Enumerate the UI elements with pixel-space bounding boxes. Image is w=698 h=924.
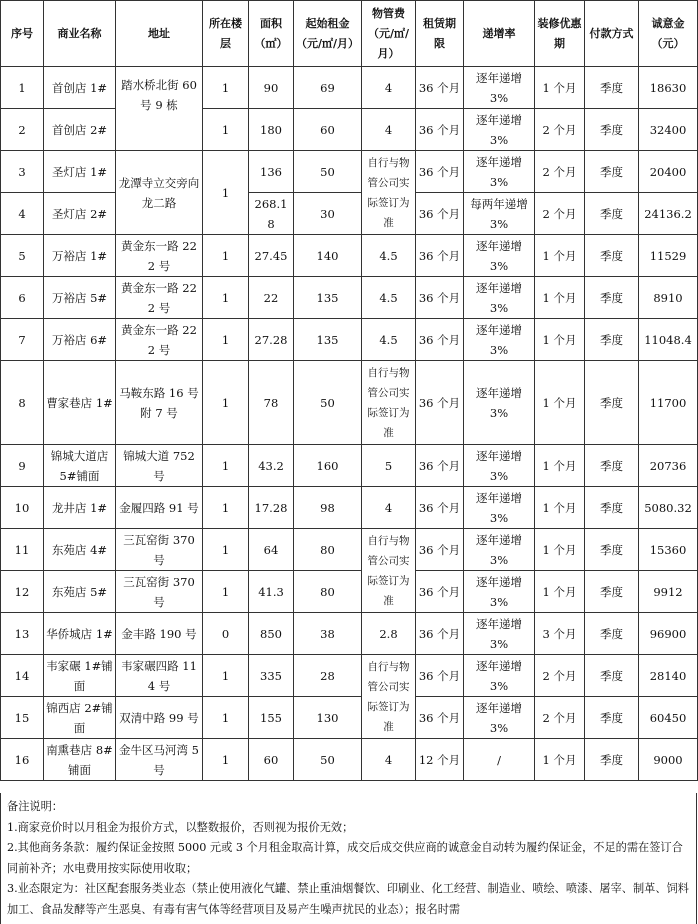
cell-no: 14 xyxy=(1,655,44,697)
cell-address: 黄金东一路 222 号 xyxy=(116,277,203,319)
cell-no: 8 xyxy=(1,361,44,445)
cell-deposit: 20400 xyxy=(639,151,698,193)
cell-floor: 1 xyxy=(203,67,249,109)
cell-term: 36 个月 xyxy=(416,613,464,655)
cell-no: 2 xyxy=(1,109,44,151)
cell-deco: 1 个月 xyxy=(535,739,585,781)
cell-increase: 逐年递增 3% xyxy=(464,487,535,529)
cell-fee: 5 xyxy=(362,445,416,487)
cell-payment: 季度 xyxy=(585,235,639,277)
cell-term: 36 个月 xyxy=(416,235,464,277)
cell-name: 首创店 2# xyxy=(44,109,116,151)
header-payment: 付款方式 xyxy=(585,1,639,67)
cell-floor: 1 xyxy=(203,319,249,361)
cell-fee: 2.8 xyxy=(362,613,416,655)
cell-deposit: 11700 xyxy=(639,361,698,445)
cell-payment: 季度 xyxy=(585,739,639,781)
cell-floor: 1 xyxy=(203,235,249,277)
cell-increase: 逐年递增 3% xyxy=(464,445,535,487)
table-row xyxy=(1,361,698,445)
cell-name: 东苑店 5# xyxy=(44,571,116,613)
cell-rent: 50 xyxy=(294,739,362,781)
cell-address: 金履四路 91 号 xyxy=(116,487,203,529)
cell-increase: 逐年递增 3% xyxy=(464,361,535,445)
cell-increase: 逐年递增 3% xyxy=(464,319,535,361)
cell-increase: 逐年递增 3% xyxy=(464,613,535,655)
header-no: 序号 xyxy=(1,1,44,67)
cell-address: 三瓦窑街 370 号 xyxy=(116,571,203,613)
cell-increase: / xyxy=(464,739,535,781)
header-rent: 起始租金（元/㎡/月） xyxy=(294,1,362,67)
cell-rent: 69 xyxy=(294,67,362,109)
cell-address: 黄金东一路 222 号 xyxy=(116,235,203,277)
cell-deco: 1 个月 xyxy=(535,67,585,109)
cell-deposit: 28140 xyxy=(639,655,698,697)
cell-no: 3 xyxy=(1,151,44,193)
cell-deco: 1 个月 xyxy=(535,487,585,529)
cell-name: 锦城大道店 5#铺面 xyxy=(44,445,116,487)
cell-no: 5 xyxy=(1,235,44,277)
cell-increase: 逐年递增 3% xyxy=(464,571,535,613)
cell-floor: 1 xyxy=(203,739,249,781)
cell-increase: 逐年递增 3% xyxy=(464,697,535,739)
cell-no: 11 xyxy=(1,529,44,571)
cell-fee: 自行与物管公司实际签订为准 xyxy=(362,529,416,613)
cell-no: 10 xyxy=(1,487,44,529)
table-row xyxy=(1,697,698,739)
cell-rent: 160 xyxy=(294,445,362,487)
cell-area: 335 xyxy=(249,655,294,697)
cell-rent: 80 xyxy=(294,571,362,613)
table-row xyxy=(1,277,698,319)
cell-deco: 2 个月 xyxy=(535,109,585,151)
cell-deposit: 24136.2 xyxy=(639,193,698,235)
header-name: 商业名称 xyxy=(44,1,116,67)
cell-deposit: 18630 xyxy=(639,67,698,109)
cell-area: 17.28 xyxy=(249,487,294,529)
note-item: 3.业态限定为：社区配套服务类业态（禁止使用液化气罐、禁止重油烟餐饮、印刷业、化工经营、制造业、喷绘、喷漆、屠宰、制革、饲料加工、食品发酵等产生恶臭、有毒有害气体等经营项目及易产生噪声扰民的业态）；报名时需 xyxy=(7,882,689,916)
cell-payment: 季度 xyxy=(585,487,639,529)
cell-payment: 季度 xyxy=(585,193,639,235)
cell-term: 36 个月 xyxy=(416,487,464,529)
cell-name: 曹家巷店 1# xyxy=(44,361,116,445)
cell-rent: 135 xyxy=(294,319,362,361)
cell-address: 双清中路 99 号 xyxy=(116,697,203,739)
cell-no: 15 xyxy=(1,697,44,739)
cell-increase: 逐年递增 3% xyxy=(464,655,535,697)
cell-increase: 逐年递增 3% xyxy=(464,277,535,319)
cell-increase: 逐年递增 3% xyxy=(464,109,535,151)
cell-term: 36 个月 xyxy=(416,529,464,571)
cell-area: 22 xyxy=(249,277,294,319)
cell-term: 36 个月 xyxy=(416,67,464,109)
cell-term: 36 个月 xyxy=(416,151,464,193)
table-row xyxy=(1,655,698,697)
cell-payment: 季度 xyxy=(585,697,639,739)
cell-area: 27.45 xyxy=(249,235,294,277)
cell-name: 南熏巷店 8#铺面 xyxy=(44,739,116,781)
cell-rent: 130 xyxy=(294,697,362,739)
cell-address: 三瓦窑街 370 号 xyxy=(116,529,203,571)
table-row xyxy=(1,613,698,655)
header-deco: 装修优惠期 xyxy=(535,1,585,67)
cell-payment: 季度 xyxy=(585,277,639,319)
cell-deco: 1 个月 xyxy=(535,277,585,319)
cell-floor: 1 xyxy=(203,445,249,487)
table-row xyxy=(1,529,698,571)
cell-deco: 1 个月 xyxy=(535,445,585,487)
cell-increase: 逐年递增 3% xyxy=(464,151,535,193)
cell-no: 4 xyxy=(1,193,44,235)
cell-area: 268.18 xyxy=(249,193,294,235)
cell-address: 锦城大道 752 号 xyxy=(116,445,203,487)
cell-deposit: 8910 xyxy=(639,277,698,319)
cell-rent: 140 xyxy=(294,235,362,277)
cell-increase: 逐年递增 3% xyxy=(464,235,535,277)
cell-floor: 1 xyxy=(203,109,249,151)
cell-no: 6 xyxy=(1,277,44,319)
cell-floor: 1 xyxy=(203,277,249,319)
cell-fee: 自行与物管公司实际签订为准 xyxy=(362,151,416,235)
cell-deco: 2 个月 xyxy=(535,193,585,235)
cell-address: 韦家碾四路 114 号 xyxy=(116,655,203,697)
cell-deposit: 5080.32 xyxy=(639,487,698,529)
cell-deposit: 96900 xyxy=(639,613,698,655)
cell-area: 41.3 xyxy=(249,571,294,613)
cell-deposit: 11048.4 xyxy=(639,319,698,361)
table-row xyxy=(1,109,698,151)
cell-deposit: 15360 xyxy=(639,529,698,571)
cell-payment: 季度 xyxy=(585,319,639,361)
cell-fee: 4.5 xyxy=(362,319,416,361)
cell-term: 36 个月 xyxy=(416,361,464,445)
table-row xyxy=(1,487,698,529)
header-floor: 所在楼层 xyxy=(203,1,249,67)
cell-term: 36 个月 xyxy=(416,655,464,697)
cell-fee: 自行与物管公司实际签订为准 xyxy=(362,655,416,739)
cell-address: 龙潭寺立交旁向龙二路 xyxy=(116,151,203,235)
cell-fee: 4 xyxy=(362,67,416,109)
cell-rent: 135 xyxy=(294,277,362,319)
cell-payment: 季度 xyxy=(585,67,639,109)
cell-name: 龙井店 1# xyxy=(44,487,116,529)
note-item: 1.商家竞价时以月租金为报价方式，以整数报价，否则视为报价无效； xyxy=(7,820,354,834)
cell-increase: 逐年递增 3% xyxy=(464,67,535,109)
cell-area: 64 xyxy=(249,529,294,571)
cell-deposit: 60450 xyxy=(639,697,698,739)
cell-name: 圣灯店 1# xyxy=(44,151,116,193)
cell-no: 16 xyxy=(1,739,44,781)
table-row xyxy=(1,739,698,781)
cell-area: 850 xyxy=(249,613,294,655)
cell-term: 36 个月 xyxy=(416,319,464,361)
cell-fee: 4 xyxy=(362,487,416,529)
cell-payment: 季度 xyxy=(585,109,639,151)
cell-fee: 自行与物管公司实际签订为准 xyxy=(362,361,416,445)
table-row xyxy=(1,151,698,193)
cell-area: 27.28 xyxy=(249,319,294,361)
table-row xyxy=(1,571,698,613)
note-item: 2.其他商务条款：履约保证金按照 5000 元或 3 个月租金取高计算，成交后成交供应商的诚意金自动转为履约保证金，不足的需在签订合同前补齐；水电费用按实际使用收取； xyxy=(7,841,683,875)
cell-term: 12 个月 xyxy=(416,739,464,781)
cell-payment: 季度 xyxy=(585,529,639,571)
cell-area: 60 xyxy=(249,739,294,781)
cell-deco: 3 个月 xyxy=(535,613,585,655)
cell-payment: 季度 xyxy=(585,151,639,193)
header-address: 地址 xyxy=(116,1,203,67)
cell-floor: 1 xyxy=(203,697,249,739)
cell-deco: 1 个月 xyxy=(535,361,585,445)
table-row xyxy=(1,67,698,109)
cell-payment: 季度 xyxy=(585,571,639,613)
cell-floor: 1 xyxy=(203,529,249,571)
cell-deposit: 11529 xyxy=(639,235,698,277)
cell-deposit: 20736 xyxy=(639,445,698,487)
cell-name: 万裕店 6# xyxy=(44,319,116,361)
cell-name: 锦西店 2#铺面 xyxy=(44,697,116,739)
cell-floor: 1 xyxy=(203,487,249,529)
cell-no: 12 xyxy=(1,571,44,613)
cell-address: 金丰路 190 号 xyxy=(116,613,203,655)
header-increase: 递增率 xyxy=(464,1,535,67)
cell-payment: 季度 xyxy=(585,361,639,445)
cell-name: 万裕店 1# xyxy=(44,235,116,277)
cell-floor: 1 xyxy=(203,571,249,613)
table-row xyxy=(1,193,698,235)
cell-rent: 80 xyxy=(294,529,362,571)
notes-section xyxy=(0,793,697,924)
cell-floor: 1 xyxy=(203,655,249,697)
cell-term: 36 个月 xyxy=(416,193,464,235)
cell-fee: 4.5 xyxy=(362,277,416,319)
header-area: 面积（㎡） xyxy=(249,1,294,67)
cell-floor: 1 xyxy=(203,151,249,235)
cell-address: 黄金东一路 222 号 xyxy=(116,319,203,361)
cell-area: 180 xyxy=(249,109,294,151)
cell-name: 韦家碾 1#铺面 xyxy=(44,655,116,697)
header-deposit: 诚意金（元） xyxy=(639,1,698,67)
cell-name: 首创店 1# xyxy=(44,67,116,109)
table-row xyxy=(1,319,698,361)
cell-area: 136 xyxy=(249,151,294,193)
cell-area: 78 xyxy=(249,361,294,445)
cell-term: 36 个月 xyxy=(416,445,464,487)
cell-rent: 60 xyxy=(294,109,362,151)
cell-term: 36 个月 xyxy=(416,571,464,613)
cell-deposit: 9000 xyxy=(639,739,698,781)
notes-title: 备注说明： xyxy=(7,800,63,813)
cell-fee: 4 xyxy=(362,109,416,151)
cell-fee: 4.5 xyxy=(362,235,416,277)
cell-term: 36 个月 xyxy=(416,697,464,739)
cell-area: 155 xyxy=(249,697,294,739)
cell-term: 36 个月 xyxy=(416,277,464,319)
cell-name: 圣灯店 2# xyxy=(44,193,116,235)
cell-deco: 2 个月 xyxy=(535,151,585,193)
cell-deco: 1 个月 xyxy=(535,529,585,571)
header-fee: 物管费（元/㎡/月） xyxy=(362,1,416,67)
cell-name: 万裕店 5# xyxy=(44,277,116,319)
cell-name: 东苑店 4# xyxy=(44,529,116,571)
table-row xyxy=(1,235,698,277)
cell-deposit: 32400 xyxy=(639,109,698,151)
cell-deco: 2 个月 xyxy=(535,655,585,697)
cell-deco: 1 个月 xyxy=(535,319,585,361)
cell-address: 踏水桥北街 60 号 9 栋 xyxy=(116,67,203,151)
cell-no: 13 xyxy=(1,613,44,655)
cell-payment: 季度 xyxy=(585,445,639,487)
cell-no: 1 xyxy=(1,67,44,109)
cell-rent: 50 xyxy=(294,151,362,193)
cell-area: 90 xyxy=(249,67,294,109)
cell-no: 9 xyxy=(1,445,44,487)
cell-increase: 每两年递增 3% xyxy=(464,193,535,235)
cell-no: 7 xyxy=(1,319,44,361)
cell-deco: 2 个月 xyxy=(535,697,585,739)
header-term: 租赁期限 xyxy=(416,1,464,67)
cell-name: 华侨城店 1# xyxy=(44,613,116,655)
cell-address: 马鞍东路 16 号附 7 号 xyxy=(116,361,203,445)
cell-floor: 0 xyxy=(203,613,249,655)
cell-fee: 4 xyxy=(362,739,416,781)
cell-rent: 98 xyxy=(294,487,362,529)
cell-payment: 季度 xyxy=(585,613,639,655)
cell-deco: 1 个月 xyxy=(535,571,585,613)
cell-rent: 50 xyxy=(294,361,362,445)
cell-rent: 38 xyxy=(294,613,362,655)
cell-address: 金牛区马河湾 5 号 xyxy=(116,739,203,781)
cell-deposit: 9912 xyxy=(639,571,698,613)
cell-term: 36 个月 xyxy=(416,109,464,151)
cell-rent: 28 xyxy=(294,655,362,697)
cell-increase: 逐年递增 3% xyxy=(464,529,535,571)
cell-area: 43.2 xyxy=(249,445,294,487)
cell-rent: 30 xyxy=(294,193,362,235)
cell-deco: 1 个月 xyxy=(535,235,585,277)
cell-floor: 1 xyxy=(203,361,249,445)
header-row xyxy=(1,1,698,67)
cell-payment: 季度 xyxy=(585,655,639,697)
table-row xyxy=(1,445,698,487)
